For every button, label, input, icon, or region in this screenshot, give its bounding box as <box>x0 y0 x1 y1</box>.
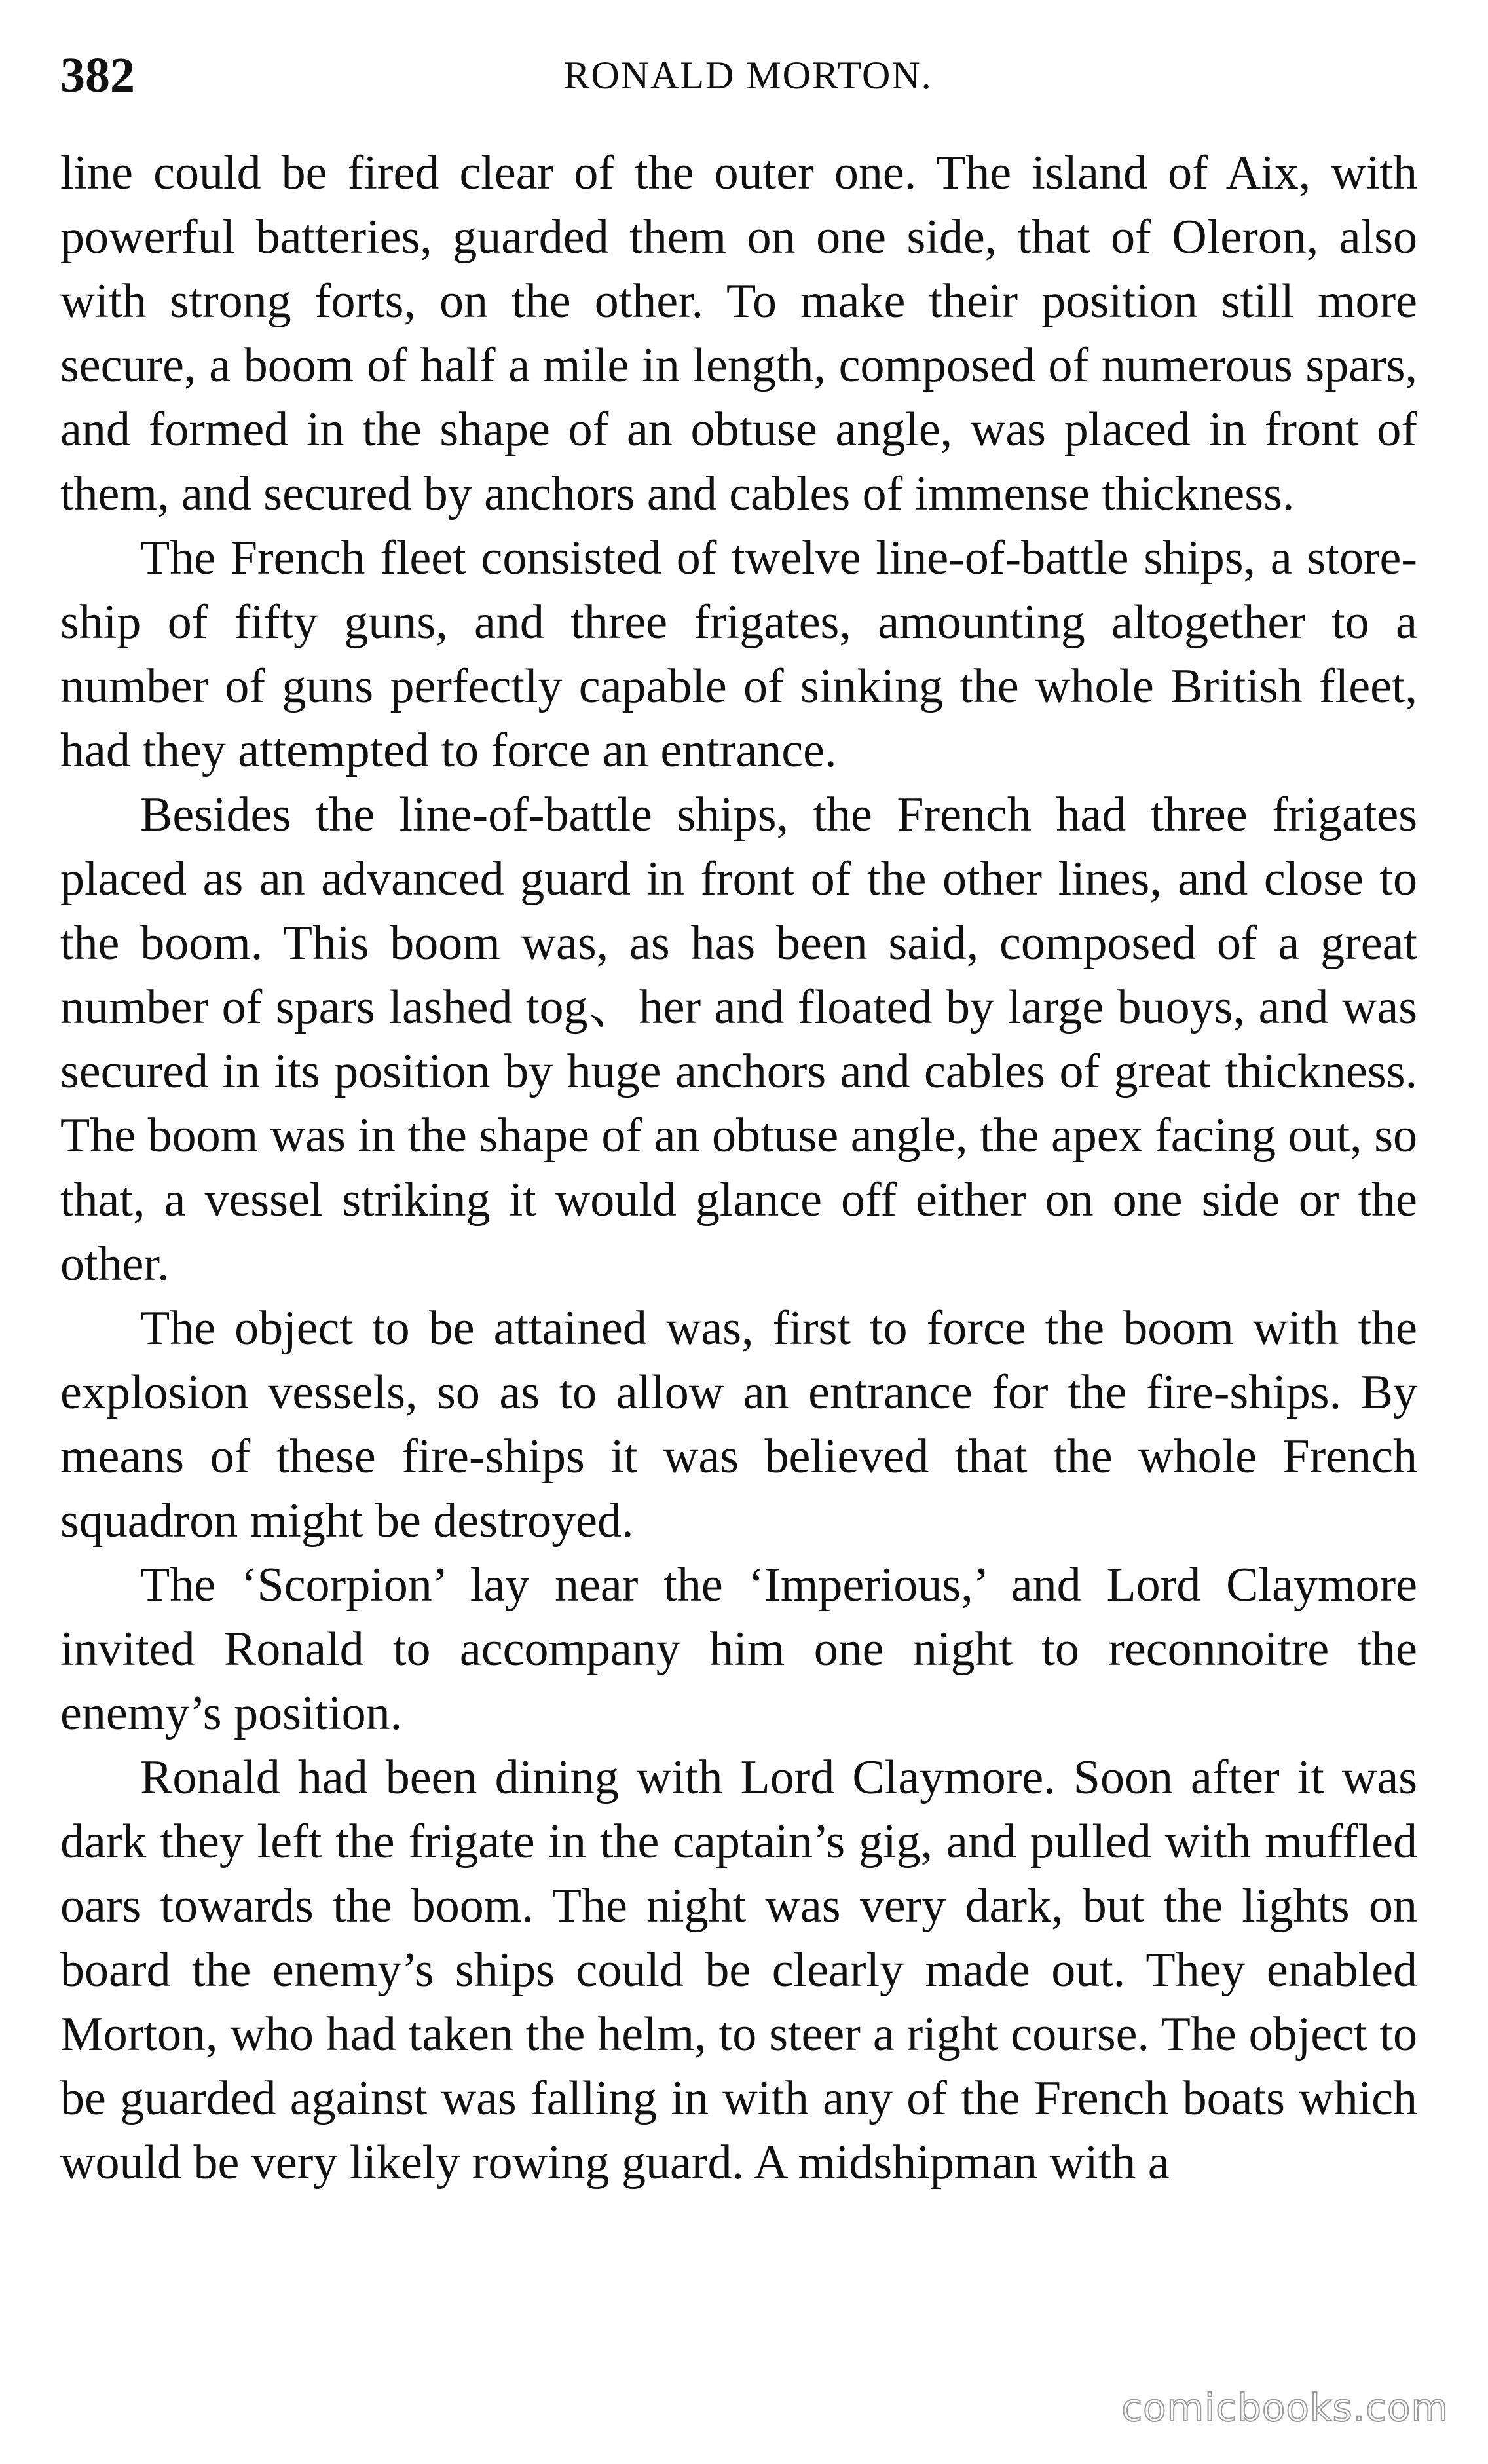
running-title: RONALD MORTON. <box>563 54 933 97</box>
paragraph-objective: The object to be attained was, first to force the boom with the explosion vessels, so as to allow an entrance for the fire-ships. By means of these fire-ships it was believed that the whole French squadron might be destroyed. <box>60 1301 1417 1548</box>
paragraph-boom-description: Besides the line-of-battle ships, the French had three frigates placed as an advanced guard in front of the other lines, and close to the boom. This boom was, as has been said, composed of a great number of spars lashed tog、her and floated by large buoys, and was secured in its position by huge anchors and cables of great thickness. The boom was in the shape of an obtuse angle, the apex facing out, so that, a vessel striking it would glance off either on one side or the other. <box>60 788 1417 1291</box>
paragraph-scorpion: The ‘Scorpion’ lay near the ‘Imperious,’ and Lord Claymore invited Ronald to accompany him one night to reconnoitre the enemy’s position. <box>60 1558 1417 1740</box>
page-header <box>60 39 1436 111</box>
paragraph-reconnoitre: Ronald had been dining with Lord Claymore. Soon after it was dark they left the frigate in the captain’s gig, and pulled with muffled oars towards the boom. The night was very dark, but the lights on board the enemy’s ships could be clearly made out. They enabled Morton, who had taken the helm, to steer a right course. The object to be guarded against was falling in with any of the French boats which would be very likely rowing guard. A midshipman with a <box>60 1751 1417 2190</box>
body-text <box>60 141 1417 2195</box>
paragraph-continued: line could be fired clear of the outer one. The island of Aix, with powerful batteries, guarded them on one side, that of Oleron, also with strong forts, on the other. To make their position still more secure, a boom of half a mile in length, composed of numerous spars, and formed in the shape of an obtuse angle, was placed in front of them, and secured by anchors and cables of immense thickness. <box>60 146 1417 521</box>
page-number: 382 <box>60 48 135 103</box>
paragraph-french-fleet: The French fleet consisted of twelve line-of-battle ships, a store-ship of fifty guns, and three frigates, amounting altogether to a number of guns perfectly capable of sinking the whole British fleet, had they attempted to force an entrance. <box>60 531 1417 777</box>
watermark: comicbooks.com <box>1121 2385 1449 2430</box>
